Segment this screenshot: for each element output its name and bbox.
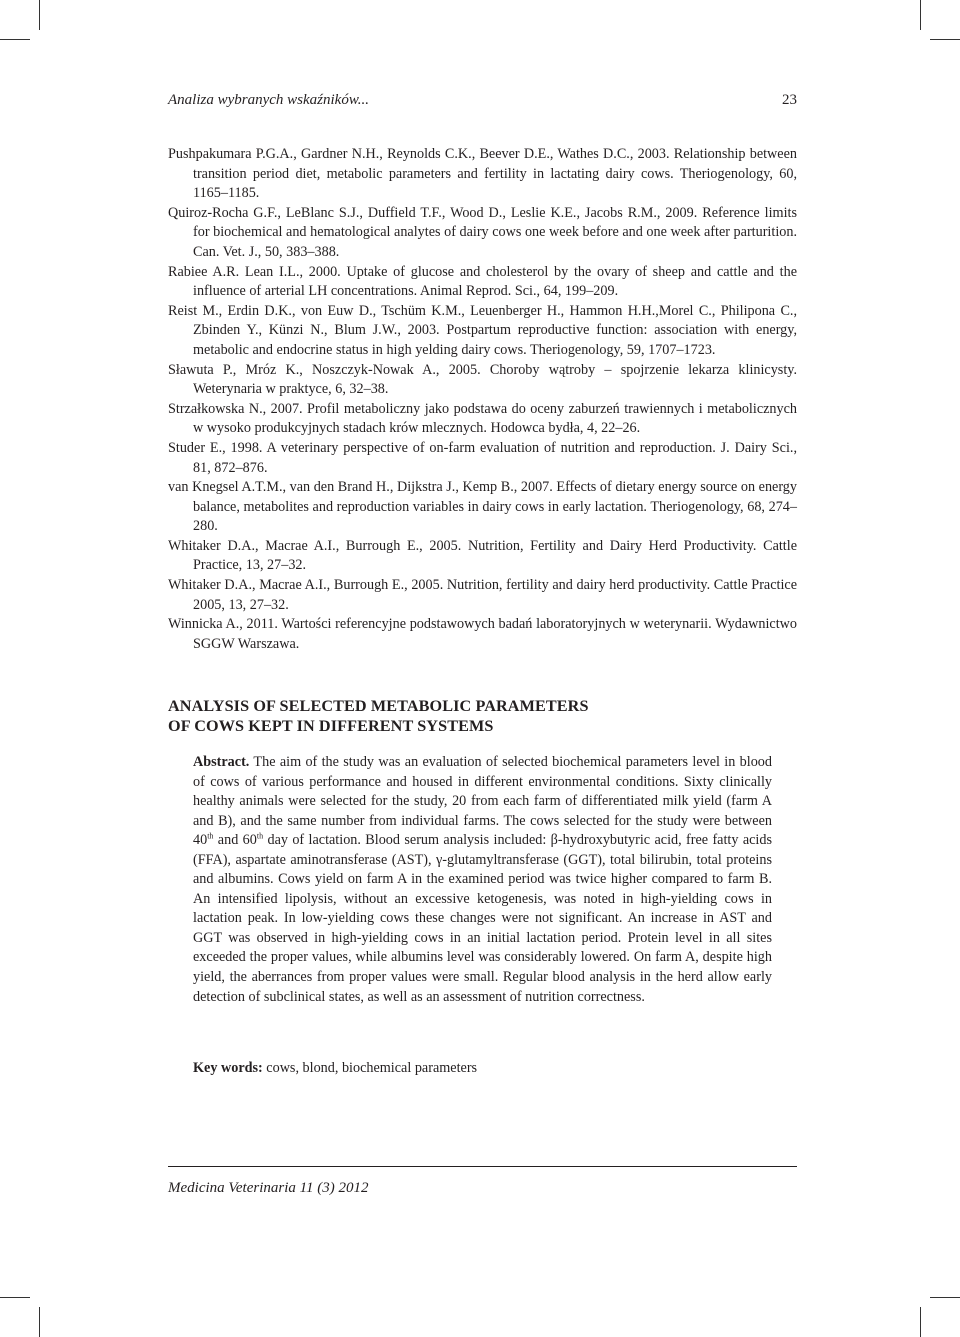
abstract-label: Abstract. bbox=[193, 754, 250, 770]
article-title bbox=[168, 696, 589, 736]
crop-mark-bottom-right-horizontal bbox=[930, 1297, 960, 1298]
crop-mark-top-right-vertical bbox=[920, 0, 921, 30]
abstract-text-2: and 60 bbox=[213, 832, 257, 849]
abstract-text-1: The aim of the study was an evaluation of selected biochemical parameters level in blood of cows of various performance and housed in different environmental conditions. Sixty clinically healthy animals were selected for the study, 20 from each farm of differentiated milk yield (farm A and B), and the same number from individual farms. The cows selected for the study were between 40 bbox=[193, 754, 772, 849]
abstract-superscript: th bbox=[207, 831, 214, 841]
article-title-line-1: ANALYSIS OF SELECTED METABOLIC PARAMETERS bbox=[168, 697, 589, 715]
keywords-text: cows, blond, biochemical parameters bbox=[262, 1060, 478, 1076]
reference-item: Whitaker D.A., Macrae A.I., Burrough E., 2005. Nutrition, Fertility and Dairy Herd Productivity. Cattle Practice, 13, 27–32. bbox=[168, 537, 797, 574]
reference-item: van Knegsel A.T.M., van den Brand H., Dijkstra J., Kemp B., 2007. Effects of dietary energy source on energy balance, metabolites and reproduction variables in dairy cows in early lactation. Theriogenology, 68, 274–280. bbox=[168, 479, 797, 535]
abstract-superscript: th bbox=[256, 831, 264, 841]
crop-mark-bottom-right-vertical bbox=[920, 1307, 921, 1337]
reference-item: Whitaker D.A., Macrae A.I., Burrough E., 2005. Nutrition, fertility and dairy herd productivity. Cattle Practice 2005, 13, 27–32. bbox=[168, 577, 797, 613]
abstract-text-3: day of lactation. Blood serum analysis included: β-hydroxybutyric acid, free fatty acids (FFA), aspartate aminotransferase (AST), γ-glutamyltransferase (GGT), total bilirubin, total proteins and albumins. Cows yield on farm A in the examined period was twice higher compared to farm B. An intensified lipolysis, without an excessive ketogenesis, was noted in high-yielding cows in lactation peak. In low-yielding cows these changes were not significant. An increase in AST and GGT was observed in high-yielding cows in an initial lactation period. Protein level in all sites exceeded the proper values, while albumins level was considerably lowered. On farm A, despite high yield, the aberrances from proper values were small. Regular blood analysis in the herd allow early detection of subclinical states, as well as an assessment of nutrition correctness. bbox=[193, 832, 772, 1005]
reference-item: Sławuta P., Mróz K., Noszczyk-Nowak A., 2005. Choroby wątroby – spojrzenie lekarza klinicysty. Weterynaria w praktyce, 6, 32–38. bbox=[168, 361, 797, 398]
reference-item: Pushpakumara P.G.A., Gardner N.H., Reynolds C.K., Beever D.E., Wathes D.C., 2003. Relationship between transition period diet, metabolic parameters and fertility in lactating dairy cows. Theriogenology, 60, 1165–1185. bbox=[168, 146, 797, 202]
abstract bbox=[193, 753, 772, 1007]
crop-mark-top-left-horizontal bbox=[0, 39, 30, 40]
reference-item: Winnicka A., 2011. Wartości referencyjne podstawowych badań laboratoryjnych w weterynarii. Wydawnictwo SGGW Warszawa. bbox=[168, 616, 797, 652]
page-number: 23 bbox=[782, 92, 797, 108]
crop-mark-bottom-left-vertical bbox=[39, 1307, 40, 1337]
reference-item: Rabiee A.R. Lean I.L., 2000. Uptake of glucose and cholesterol by the ovary of sheep and cattle and the influence of arterial LH concentrations. Animal Reprod. Sci., 64, 199–209. bbox=[168, 263, 797, 300]
crop-mark-top-right-horizontal bbox=[930, 39, 960, 40]
article-title-line-2: OF COWS KEPT IN DIFFERENT SYSTEMS bbox=[168, 717, 494, 735]
crop-mark-top-left-vertical bbox=[39, 0, 40, 30]
journal-footer: Medicina Veterinaria 11 (3) 2012 bbox=[168, 1180, 369, 1196]
reference-item: Strzałkowska N., 2007. Profil metaboliczny jako podstawa do oceny zaburzeń trawiennych i metabolicznych w wysoko produkcyjnych stadach krów mlecznych. Hodowca bydła, 4, 22–26. bbox=[168, 400, 797, 437]
footer-divider bbox=[168, 1166, 797, 1167]
crop-mark-bottom-left-horizontal bbox=[0, 1297, 30, 1298]
keywords-label: Key words: bbox=[193, 1060, 263, 1076]
reference-item: Reist M., Erdin D.K., von Euw D., Tschüm K.M., Leuenberger H., Hammon H.H.,Morel C., Philipona C., Zbinden Y., Künzi N., Blum J.W., 2003. Postpartum reproductive function: association with energy, metabolic and endocrine status in high yelding dairy cows. Theriogenology, 59, 1707–1723. bbox=[168, 302, 797, 358]
reference-item: Studer E., 1998. A veterinary perspective of on-farm evaluation of nutrition and reproduction. J. Dairy Sci., 81, 872–876. bbox=[168, 439, 797, 476]
reference-list bbox=[168, 145, 797, 654]
reference-item: Quiroz-Rocha G.F., LeBlanc S.J., Duffield T.F., Wood D., Leslie K.E., Jacobs R.M., 2009. Reference limits for biochemical and hematological analytes of dairy cows one week before and one week after parturition. Can. Vet. J., 50, 383–388. bbox=[168, 204, 797, 260]
running-title: Analiza wybranych wskaźników... bbox=[168, 92, 369, 108]
keywords bbox=[193, 1059, 772, 1079]
